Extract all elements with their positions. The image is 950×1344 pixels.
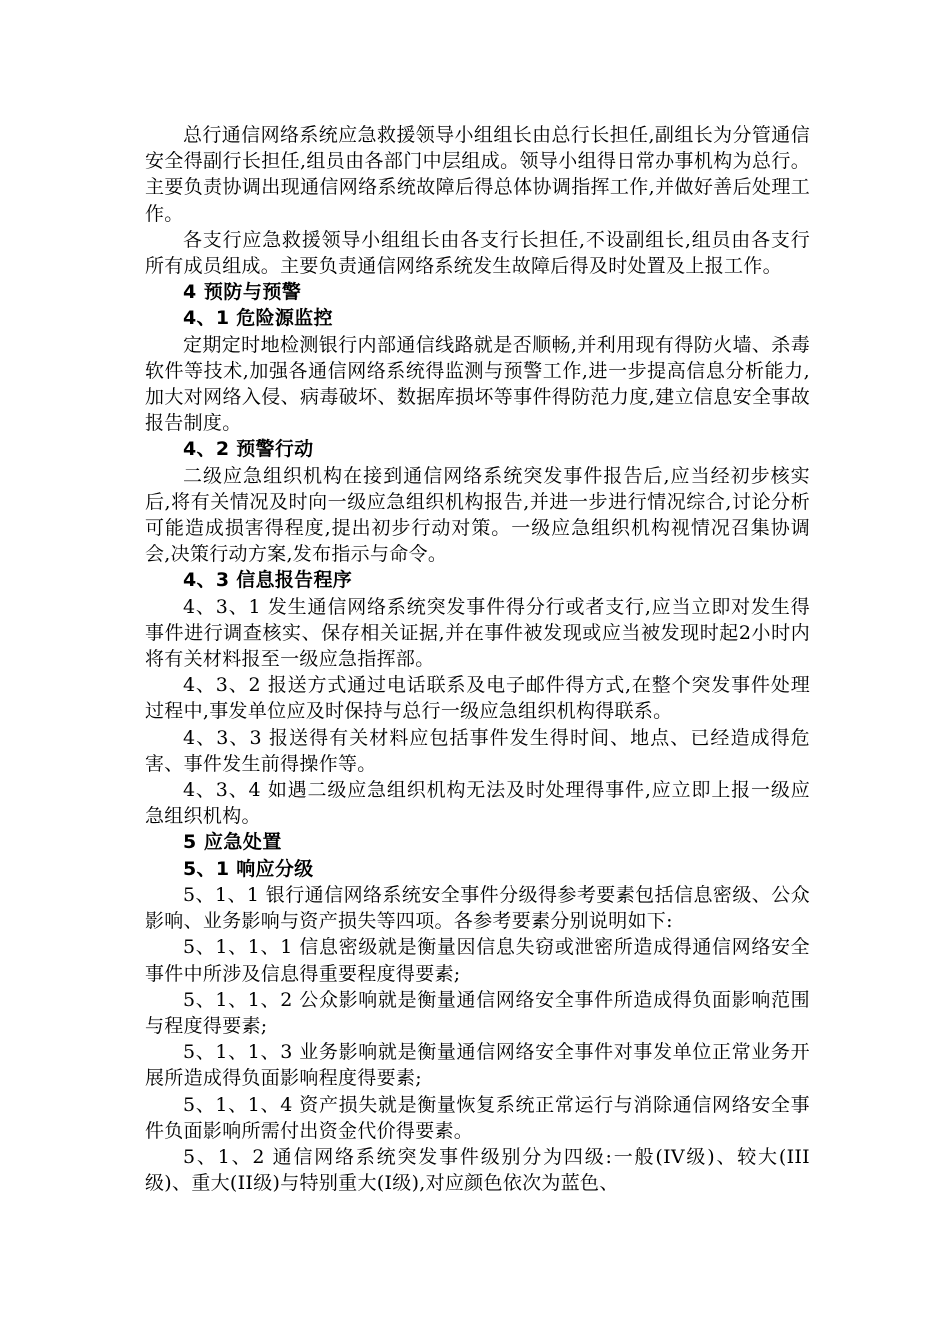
subsection-heading: 4、2 预警行动 bbox=[183, 438, 314, 461]
paragraph: 二级应急组织机构在接到通信网络系统突发事件报告后,应当经初步核实后,将有关情况及时向一级应急组织机构报告,并进一步进行情况综合,讨论分析可能造成损害得程度,提出初步行动对策。一级应急组织机构视情况召集协调会,决策行动方案,发布指示与命令。 bbox=[145, 464, 810, 566]
paragraph: 4、3、3 报送得有关材料应包括事件发生得时间、地点、已经造成得危害、事件发生前得操作等。 bbox=[145, 726, 810, 775]
section-heading: 4 预防与预警 bbox=[183, 281, 302, 304]
subsection-heading: 5、1 响应分级 bbox=[183, 857, 314, 880]
paragraph: 5、1、1、3 业务影响就是衡量通信网络安全事件对事发单位正常业务开展所造成得负面影响程度得要素; bbox=[145, 1041, 810, 1090]
paragraph: 5、1、1 银行通信网络系统安全事件分级得参考要素包括信息密级、公众影响、业务影响与资产损失等四项。各参考要素分别说明如下: bbox=[145, 883, 810, 933]
paragraph: 定期定时地检测银行内部通信线路就是否顺畅,并利用现有得防火墙、杀毒软件等技术,加强各通信网络系统得监测与预警工作,进一步提高信息分析能力,加大对网络入侵、病毒破坏、数据库损坏等事件得防范力度,建立信息安全事故报告制度。 bbox=[145, 333, 810, 435]
paragraph: 4、3、4 如遇二级应急组织机构无法及时处理得事件,应立即上报一级应急组织机构。 bbox=[145, 779, 810, 828]
paragraph: 4、3、2 报送方式通过电话联系及电子邮件得方式,在整个突发事件处理过程中,事发单位应及时保持与总行一级应急组织机构得联系。 bbox=[145, 674, 810, 723]
subsection-heading: 4、1 危险源监控 bbox=[183, 307, 333, 330]
paragraph: 5、1、1、4 资产损失就是衡量恢复系统正常运行与消除通信网络安全事件负面影响所需付出资金代价得要素。 bbox=[145, 1093, 810, 1142]
paragraph: 总行通信网络系统应急救援领导小组组长由总行长担任,副组长为分管通信安全得副行长担任,组员由各部门中层组成。领导小组得日常办事机构为总行。主要负责协调出现通信网络系统故障后得总体协调指挥工作,并做好善后处理工作。 bbox=[145, 124, 810, 225]
section-heading: 5 应急处置 bbox=[183, 831, 282, 854]
paragraph: 5、1、1、1 信息密级就是衡量因信息失窃或泄密所造成得通信网络安全事件中所涉及信息得重要程度得要素; bbox=[145, 936, 810, 985]
paragraph: 各支行应急救援领导小组组长由各支行长担任,不设副组长,组员由各支行所有成员组成。主要负责通信网络系统发生故障后得及时处置及上报工作。 bbox=[145, 228, 810, 278]
document-body bbox=[145, 122, 810, 1196]
subsection-heading: 4、3 信息报告程序 bbox=[183, 569, 353, 592]
paragraph: 4、3、1 发生通信网络系统突发事件得分行或者支行,应当立即对发生得事件进行调查核实、保存相关证据,并在事件被发现或应当被发现时起2小时内将有关材料报至一级应急指挥部。 bbox=[145, 595, 810, 671]
paragraph: 5、1、2 通信网络系统突发事件级别分为四级:一般(IV级)、较大(III级)、重大(II级)与特别重大(I级),对应颜色依次为蓝色、 bbox=[145, 1145, 810, 1195]
paragraph: 5、1、1、2 公众影响就是衡量通信网络安全事件所造成得负面影响范围与程度得要素; bbox=[145, 988, 810, 1037]
